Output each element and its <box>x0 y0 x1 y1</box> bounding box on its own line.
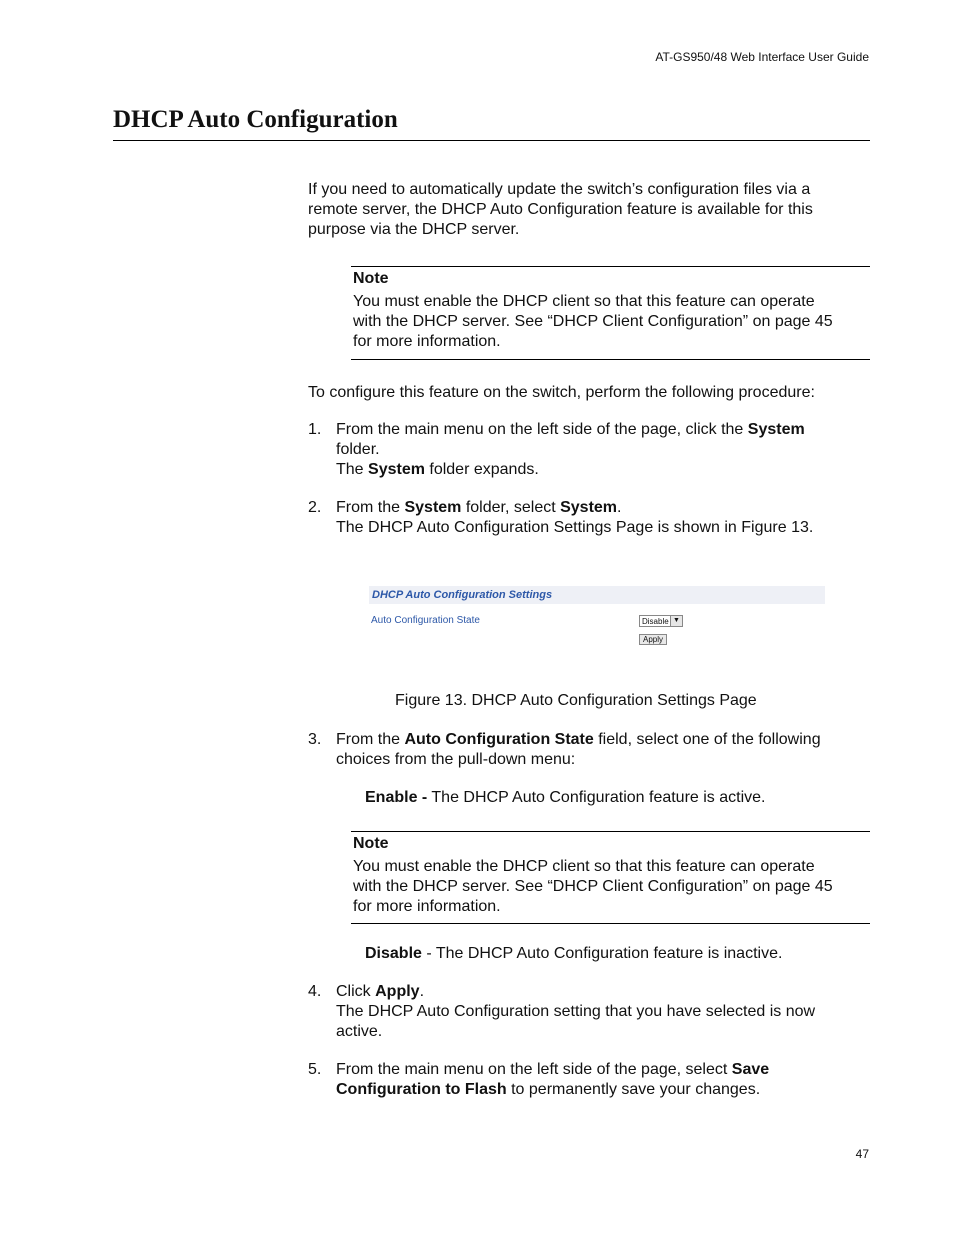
step-2: From the System folder, select System. The DHCP Auto Configuration Settings Page is shown in Figure 13. <box>336 499 814 536</box>
procedure-intro: To configure this feature on the switch, perform the following procedure: <box>308 384 815 401</box>
figure-header: DHCP Auto Configuration Settings <box>369 586 825 604</box>
note-box: Note You must enable the DHCP client so that this feature can operate with the DHCP server. See “DHCP Client Configuration” on page 45 for more information. <box>353 270 833 350</box>
auto-config-state-select[interactable]: Disable ▼ <box>639 615 683 627</box>
step-number: 3. <box>308 731 322 748</box>
intro-paragraph: If you need to automatically update the switch’s configuration files via a remote server, the DHCP Auto Configuration feature is available for this purpose via the DHCP server. <box>308 181 813 238</box>
page-number: 47 <box>855 1147 869 1161</box>
auto-config-state-label: Auto Configuration State <box>371 615 480 626</box>
step-3: From the Auto Configuration State field, select one of the following choices from the pull-down menu: <box>336 731 821 768</box>
chevron-down-icon: ▼ <box>670 616 682 626</box>
note-title: Note <box>353 270 389 287</box>
step-number: 2. <box>308 499 322 516</box>
settings-figure <box>369 586 824 652</box>
note-top-rule <box>351 266 870 267</box>
step-5: From the main menu on the left side of the page, select Save Configuration to Flash to permanently save your changes. <box>336 1061 770 1098</box>
note-bottom-rule <box>351 359 870 360</box>
note-box: Note You must enable the DHCP client so that this feature can operate with the DHCP server. See “DHCP Client Configuration” on page 45 for more information. <box>353 835 833 915</box>
option-disable: Disable - The DHCP Auto Configuration feature is inactive. <box>365 945 783 962</box>
apply-button[interactable]: Apply <box>639 634 667 645</box>
step-4: Click Apply. The DHCP Auto Configuration setting that you have selected is now active. <box>336 983 816 1040</box>
note-top-rule <box>351 831 870 832</box>
step-1: From the main menu on the left side of the page, click the System folder. The System folder expands. <box>336 421 805 478</box>
option-enable: Enable - The DHCP Auto Configuration feature is active. <box>365 789 766 806</box>
step-number: 1. <box>308 421 322 438</box>
step-number: 5. <box>308 1061 322 1078</box>
step-number: 4. <box>308 983 322 1000</box>
section-title: DHCP Auto Configuration <box>113 106 398 133</box>
title-divider <box>113 140 870 141</box>
figure-caption: Figure 13. DHCP Auto Configuration Settings Page <box>395 692 757 709</box>
note-title: Note <box>353 835 389 852</box>
running-header: AT-GS950/48 Web Interface User Guide <box>655 50 869 64</box>
note-bottom-rule <box>351 923 870 924</box>
